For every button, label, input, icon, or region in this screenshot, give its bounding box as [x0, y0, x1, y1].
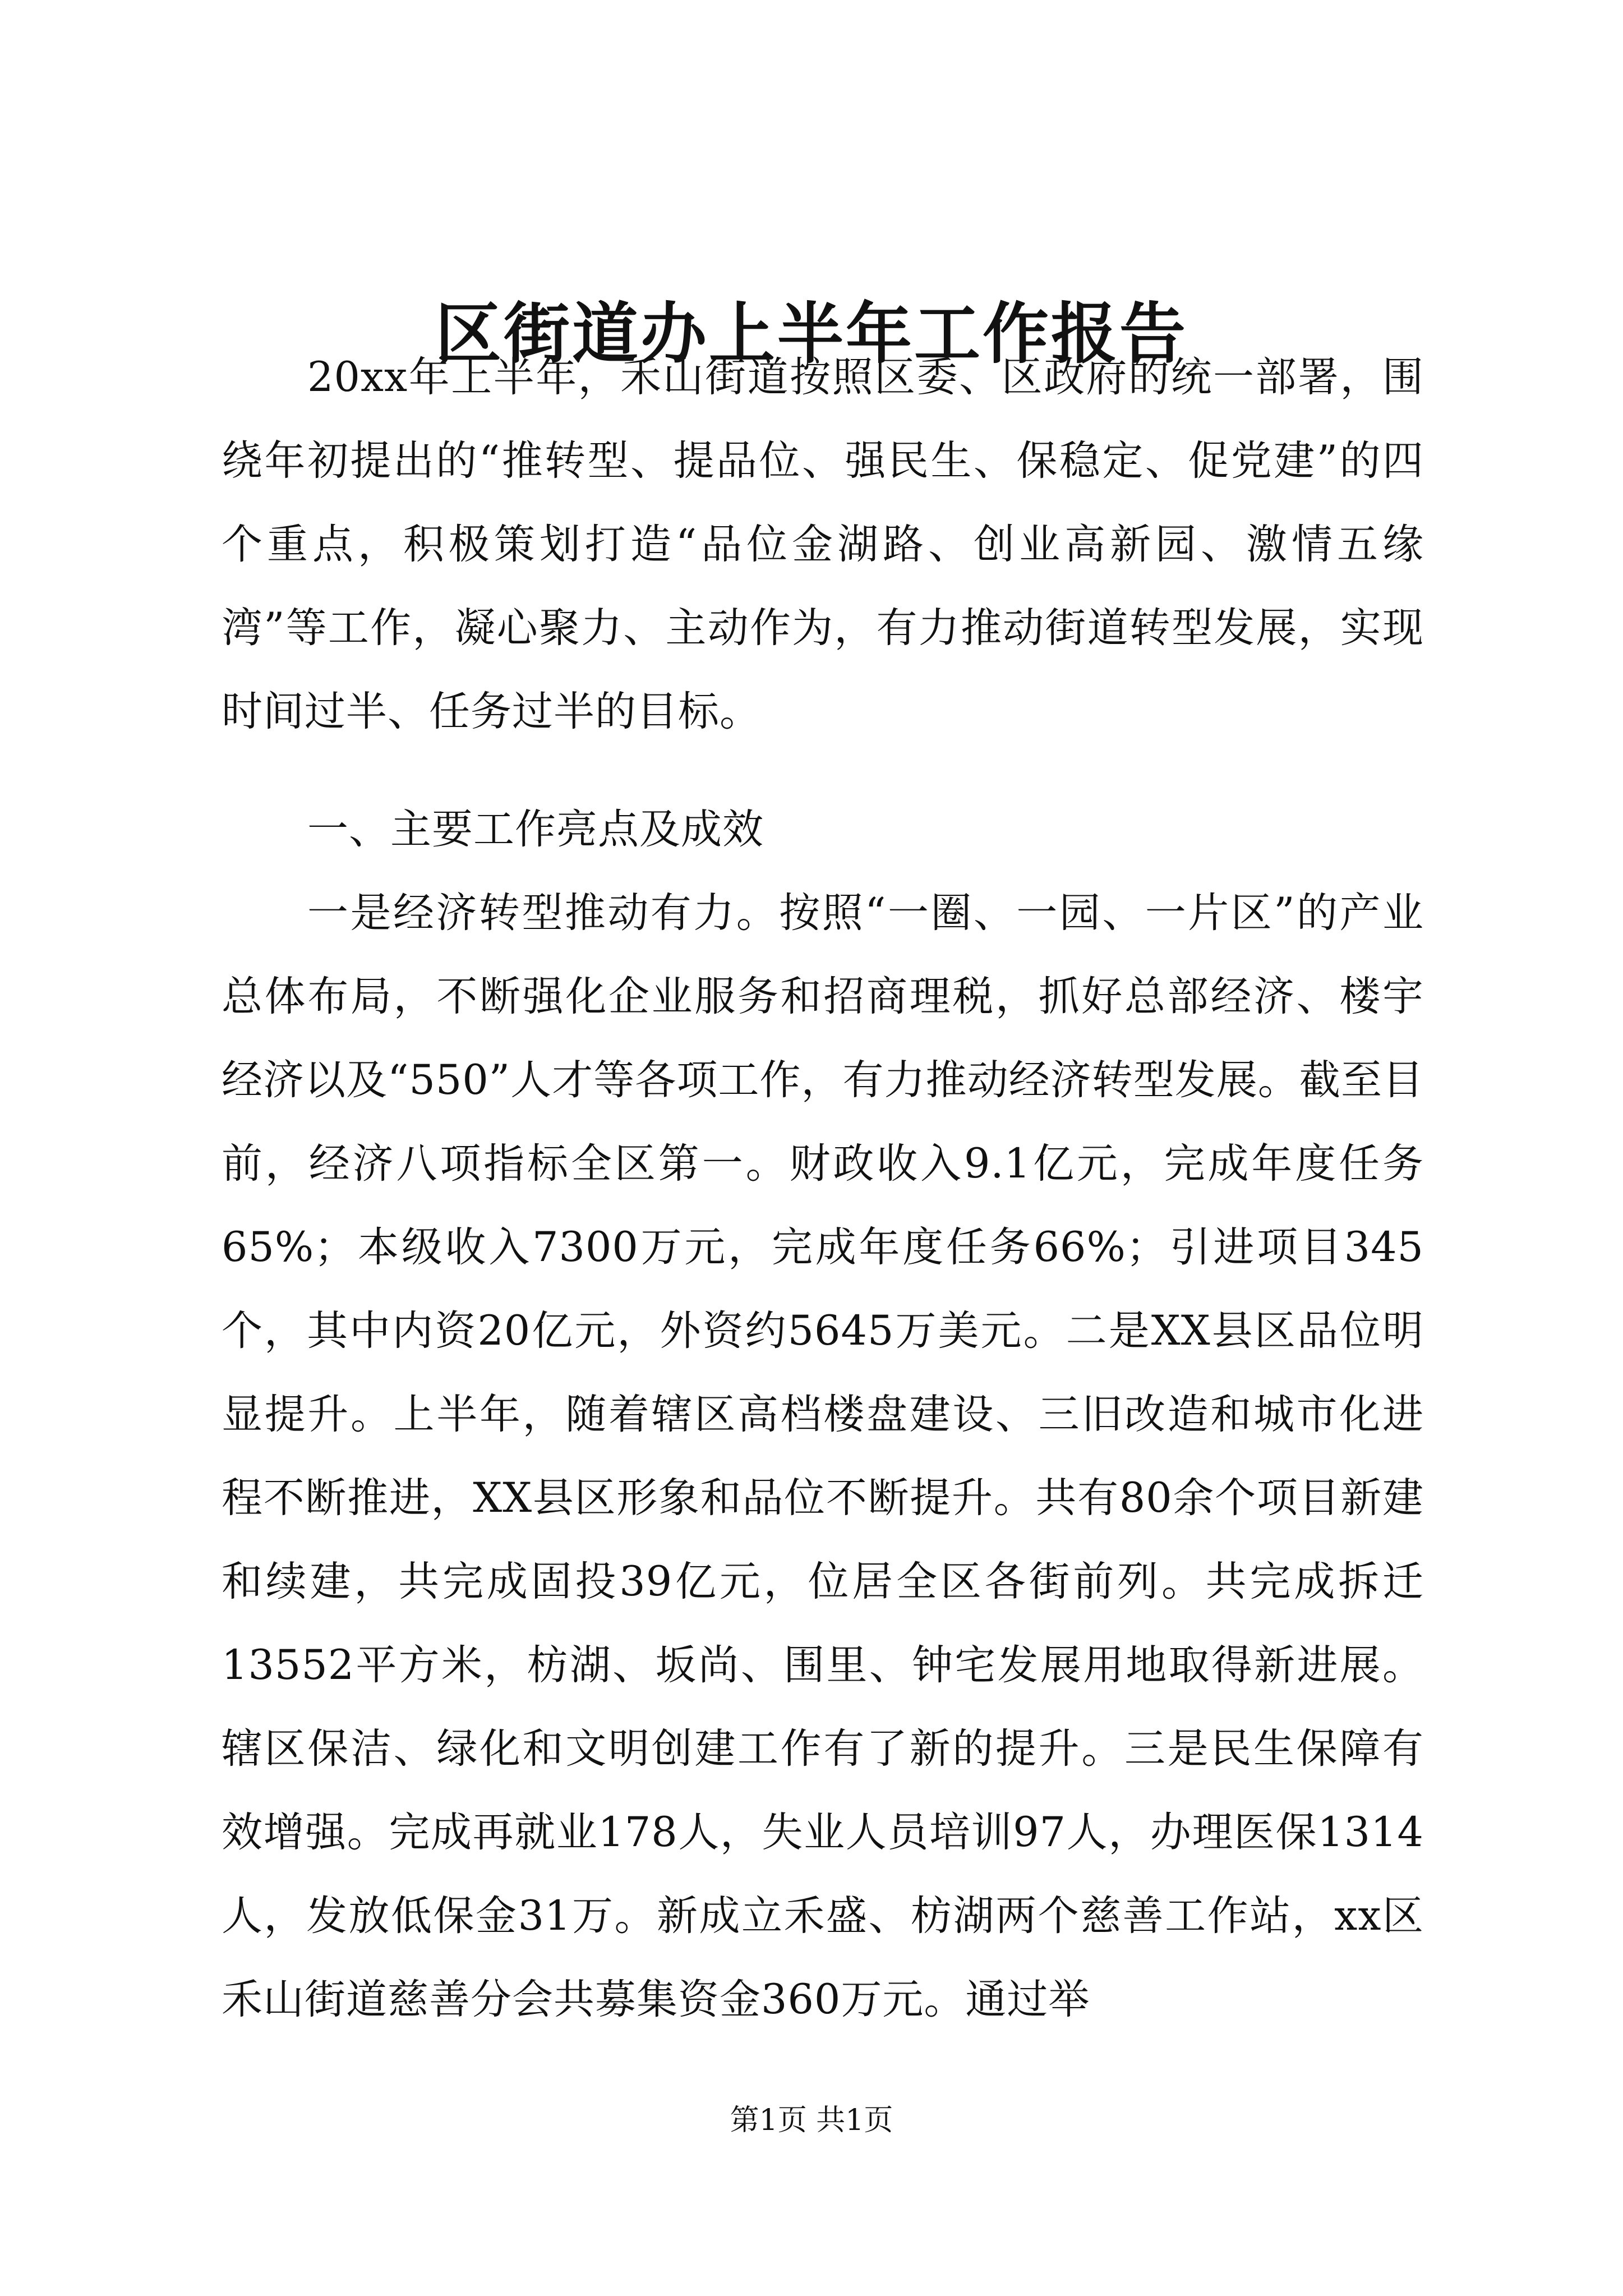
document-title: 区街道办上半年工作报告 [435, 295, 1188, 372]
section-heading: 一、主要工作亮点及成效 [307, 806, 764, 853]
intro-paragraph: 20xx年上半年，禾山街道按照区委、区政府的统一部署，围绕年初提出的“推转型、提品位、强民生、保稳定、促党建”的四个重点，积极策划打造“品位金湖路、创业高新园、激情五缘湾”等工作，凝心聚力、主动作为，有力推动街道转型发展，实现时间过半、任务过半的目标。 [222, 353, 1424, 735]
body-paragraph: 一是经济转型推动有力。按照“一圈、一园、一片区”的产业总体布局，不断强化企业服务和招商理税，抓好总部经济、楼宇经济以及“550”人才等各项工作，有力推动经济转型发展。截至目前，经济八项指标全区第一。财政收入9.1亿元，完成年度任务65%；本级收入7300万元，完成年度任务66%；引进项目345个，其中内资20亿元，外资约5645万美元。二是XX县区品位明显提升。上半年，随着辖区高档楼盘建设、三旧改造和城市化进程不断推进，XX县区形象和品位不断提升。共有80余个项目新建和续建，共完成固投39亿元，位居全区各街前列。共完成拆迁13552平方米，枋湖、坂尚、围里、钟宅发展用地取得新进展。辖区保洁、绿化和文明创建工作有了新的提升。三是民生保障有效增强。完成再就业178人，失业人员培训97人，办理医保1314人，发放低保金31万。新成立禾盛、枋湖两个慈善工作站，xx区禾山街道慈善分会共募集资金360万元。通过举 [222, 889, 1424, 2023]
page-footer: 第1页 共1页 [730, 2104, 893, 2137]
